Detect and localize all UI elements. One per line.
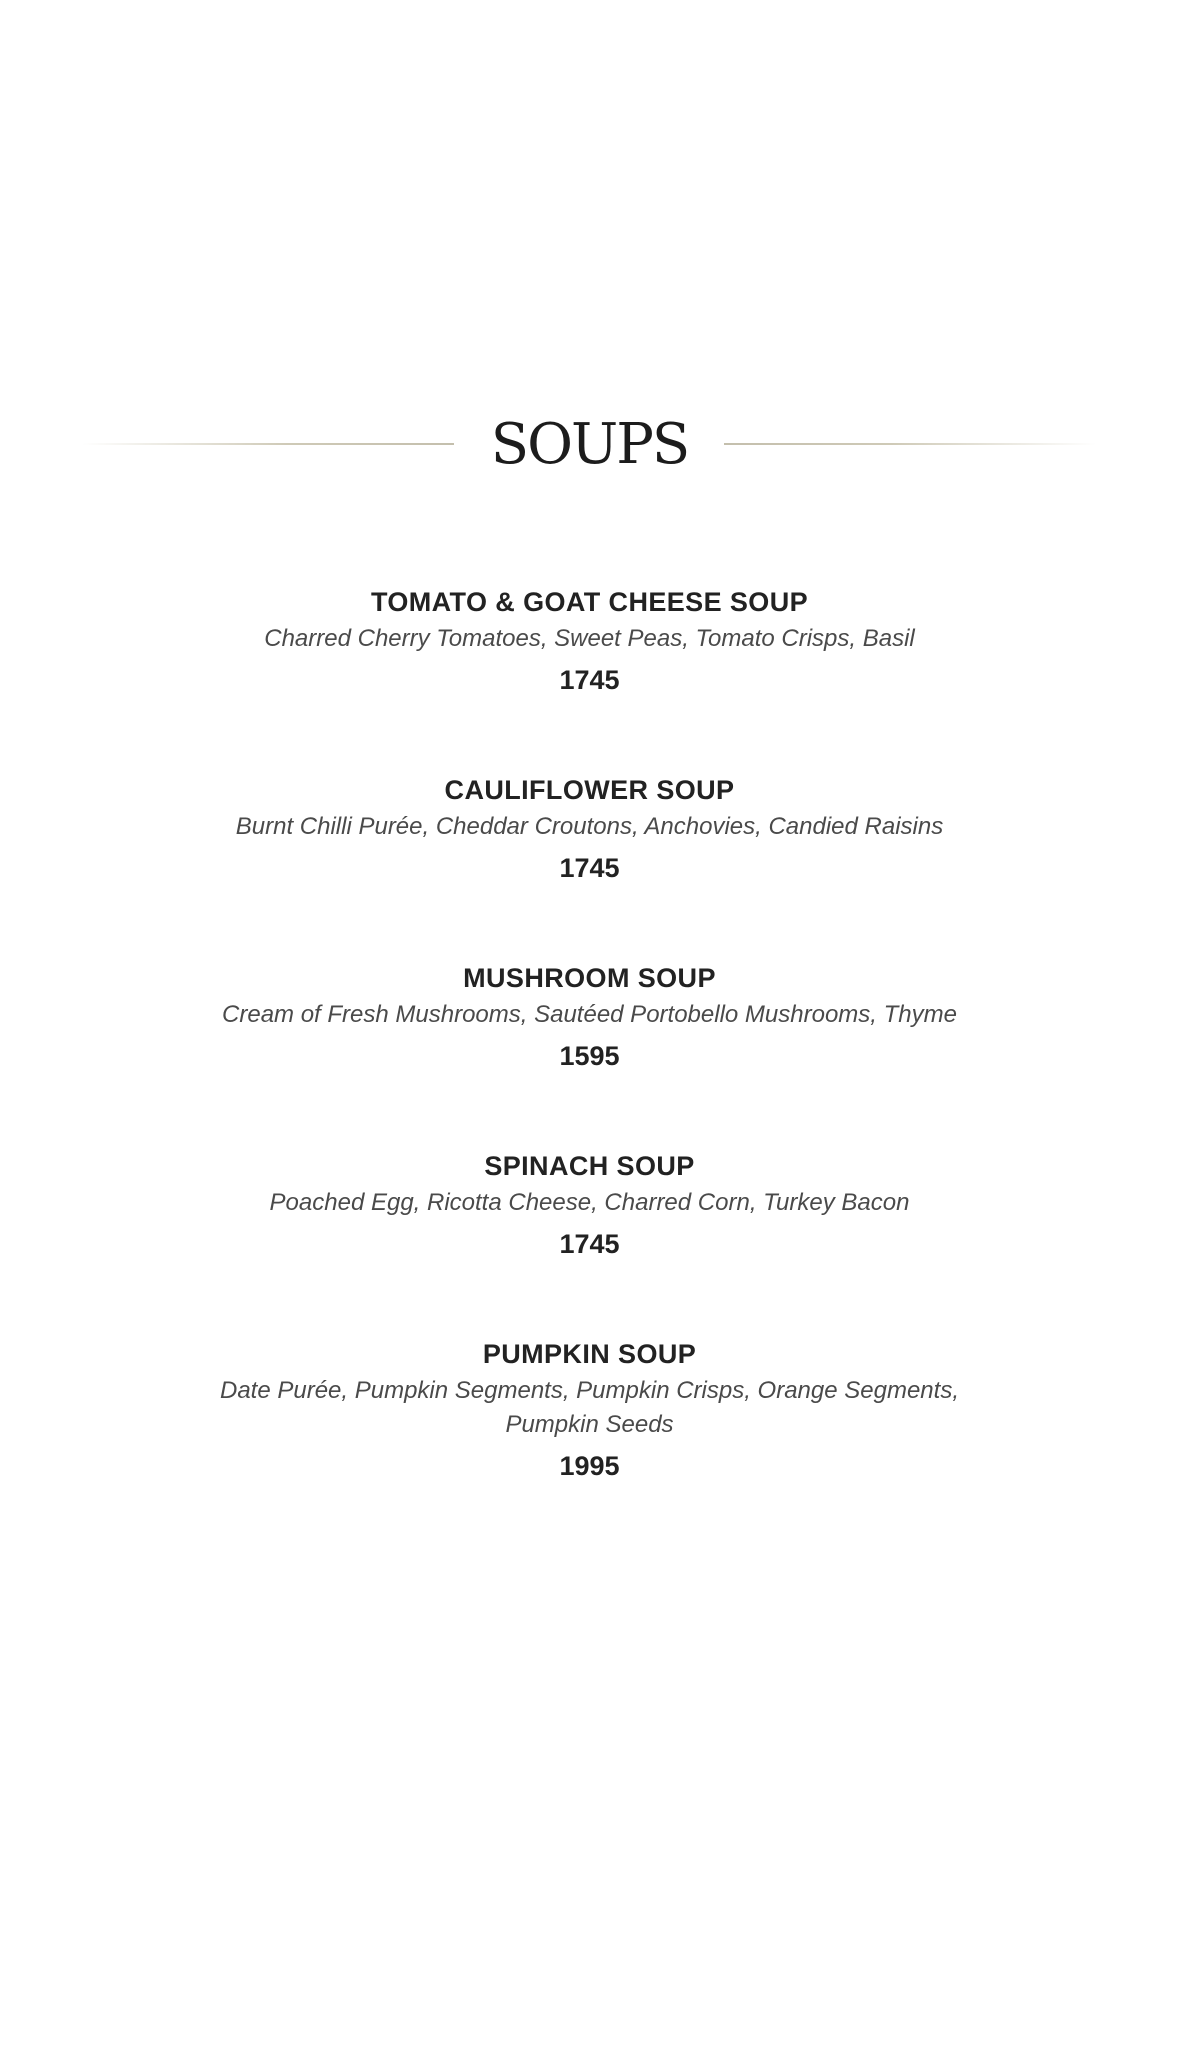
item-price: 1745 xyxy=(559,853,620,883)
item-name: PUMPKIN SOUP xyxy=(482,1339,697,1369)
item-price: 1745 xyxy=(559,1229,620,1259)
item-description: Charred Cherry Tomatoes, Sweet Peas, Tomato Crisps, Basil xyxy=(264,625,915,652)
item-price: 1745 xyxy=(559,665,620,695)
section-title: SOUPS xyxy=(490,412,689,477)
item-name: SPINACH SOUP xyxy=(484,1151,695,1181)
menu-item xyxy=(0,582,1179,702)
menu-item xyxy=(0,958,1179,1078)
right-divider-line xyxy=(724,443,1096,445)
item-name: TOMATO & GOAT CHEESE SOUP xyxy=(370,587,809,617)
item-price: 1595 xyxy=(559,1041,620,1071)
menu-item xyxy=(0,770,1179,890)
menu-item-list xyxy=(0,582,1179,1556)
section-header xyxy=(0,405,1179,485)
item-description: Poached Egg, Ricotta Cheese, Charred Corn, Turkey Bacon xyxy=(269,1189,910,1216)
item-name: MUSHROOM SOUP xyxy=(463,963,716,993)
item-name: CAULIFLOWER SOUP xyxy=(444,775,735,805)
item-description: Cream of Fresh Mushrooms, Sautéed Portobello Mushrooms, Thyme xyxy=(222,1001,957,1028)
item-price: 1995 xyxy=(559,1451,620,1481)
item-description: Burnt Chilli Purée, Cheddar Croutons, Anchovies, Candied Raisins xyxy=(235,813,944,840)
menu-item xyxy=(0,1146,1179,1266)
menu-item xyxy=(0,1334,1179,1488)
item-description: Date Purée, Pumpkin Segments, Pumpkin Crisps, Orange Segments, Pumpkin Seeds xyxy=(219,1377,959,1438)
